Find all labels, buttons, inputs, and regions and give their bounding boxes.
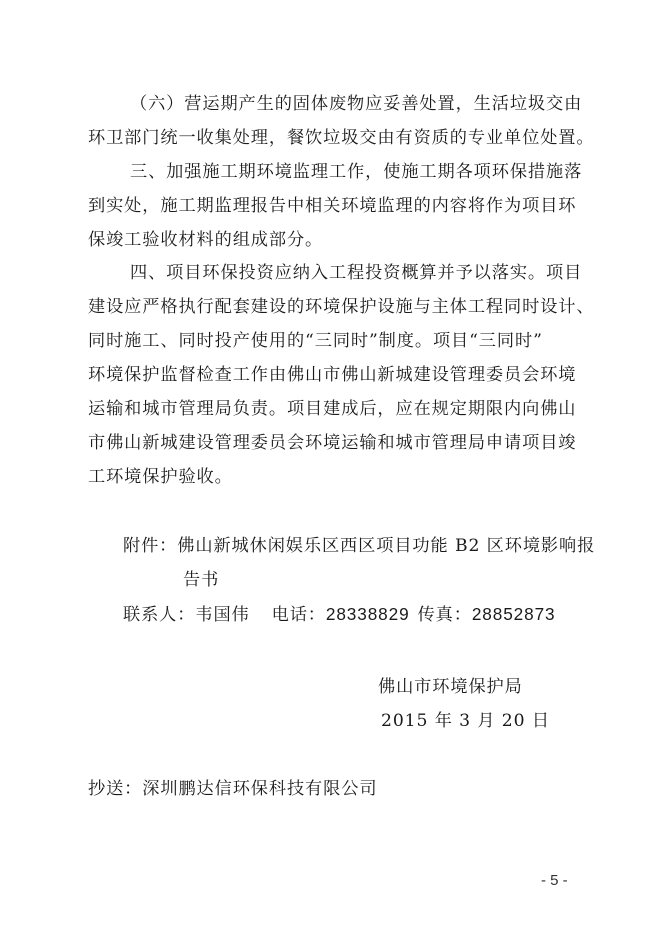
contact-person: 韦国伟: [195, 605, 250, 625]
contact-line: [123, 604, 613, 625]
paragraph-section-3-line-1: 三、加强施工期环境监理工作，使施工期各项环保措施落: [130, 162, 583, 182]
attachment-line-1: 附件：佛山新城休闲娱乐区西区项目功能 B2 区环境影响报: [123, 536, 596, 556]
attachment-line-2: 告书: [183, 570, 220, 590]
paragraph-section-3-line-3: 保竣工验收材料的组成部分。: [88, 230, 324, 250]
paragraph-section-4-line-5: 运输和城市管理局负责。项目建成后，应在规定期限内向佛山: [88, 399, 577, 419]
cc-line: [88, 779, 578, 799]
paragraph-section-3-line-2: 到实处，施工期监理报告中相关环境监理的内容将作为项目环: [88, 196, 577, 216]
cc-label: 抄送：: [88, 779, 143, 799]
paragraph-item-6-line-1: （六）营运期产生的固体废物应妥善处置，生活垃圾交由: [130, 94, 583, 114]
contact-person-label: 联系人：: [123, 605, 196, 625]
contact-fax: 28852873: [471, 604, 556, 624]
page-number: - 5 -: [541, 872, 568, 889]
contact-phone-label: 电话：: [271, 605, 326, 625]
paragraph-section-4-line-4: 环境保护监督检查工作由佛山市佛山新城建设管理委员会环境: [88, 365, 577, 385]
issuer-name: 佛山市环境保护局: [378, 677, 523, 697]
cc-recipient: 深圳鹏达信环保科技有限公司: [142, 779, 378, 799]
contact-fax-label: 传真：: [417, 605, 472, 625]
paragraph-section-4-line-6: 市佛山新城建设管理委员会环境运输和城市管理局申请项目竣: [88, 433, 577, 453]
paragraph-item-6-line-2: 环卫部门统一收集处理，餐饮垃圾交由有资质的专业单位处置。: [88, 128, 595, 148]
paragraph-section-4-line-1: 四、项目环保投资应纳入工程投资概算并予以落实。项目: [130, 263, 583, 283]
contact-phone: 28338829: [325, 604, 410, 624]
paragraph-section-4-line-7: 工环境保护验收。: [88, 467, 233, 487]
issue-date: 2015 年 3 月 20 日: [381, 711, 550, 731]
paragraph-section-4-line-3: 同时施工、同时投产使用的“三同时”制度。项目“三同时”: [88, 331, 543, 351]
paragraph-section-4-line-2: 建设应严格执行配套建设的环境保护设施与主体工程同时设计、: [88, 297, 595, 317]
